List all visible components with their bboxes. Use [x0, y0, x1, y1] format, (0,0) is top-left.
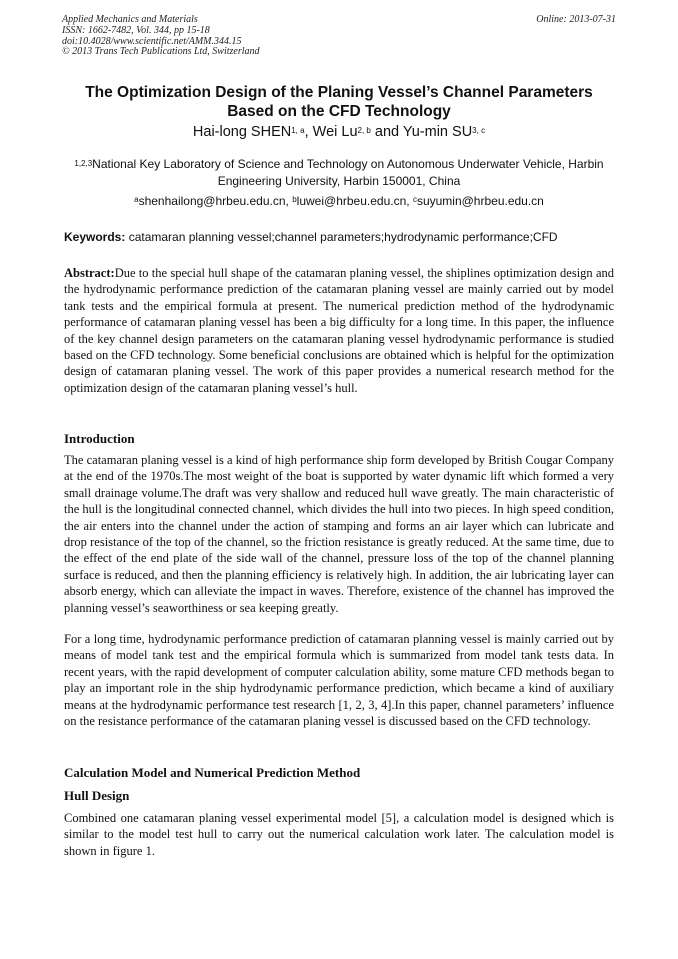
author-superscript: 1, a: [291, 126, 305, 135]
subsection-heading-hull-design: Hull Design: [64, 788, 130, 803]
abstract-label: Abstract:: [64, 266, 115, 280]
email-superscript: b: [292, 195, 297, 204]
journal-header: [62, 15, 616, 58]
journal-doi: doi:10.4028/www.scientific.net/AMM.344.15: [62, 35, 242, 47]
email-list: $^a$shenhailong@hrbeu.edu.cn, $^b$luwei@hrbeu.edu.cn, $^c$suyumin@hrbeu.edu.cn: [134, 194, 544, 208]
hull-design-paragraph: Combined one catamaran planing vessel experimental model [5], a calculation model is designed which is similar to the model test hull to carry out the numerical calculation work later. The calculation model is shown in figure 1.: [64, 811, 614, 858]
abstract-text: Due to the special hull shape of the catamaran planing vessel, the shiplines optimization design and the hydrodynamic performance prediction of the catamaran planing vessel are mainly carried out by model tank tests and the empirical formula at present. The numerical prediction method of the hydrodynamic performance of catamaran planing vessel has been a big difficulty for a long time. In this paper, the influence of the key channel design parameters on the catamaran planing vessel hydrodynamic performance is studied based on the CFD technology. Some beneficial conclusions are obtained which is helpful for the optimization design of catamaran planing vessel. The work of this paper provides a numerical research method for the optimization design of the catamaran planing vessel’s hull.: [64, 266, 614, 395]
section-heading-calculation-model: Calculation Model and Numerical Prediction Method: [64, 765, 361, 780]
affiliation-superscript: 1,2,3: [74, 159, 93, 168]
online-date: Online: 2013-07-31: [536, 14, 616, 25]
email-superscript: a: [134, 195, 139, 204]
affiliation: [64, 156, 614, 190]
introduction-paragraph-1: The catamaran planing vessel is a kind of high performance ship form developed by British Cougar Company at the end of the 1970s.The most weight of the boat is supported by water dynamic lift which formed a very small drainage volume.The draft was very shallow and reduced hull wave greatly. The main characteristic of the hull is the longitudinal connected channel, which divides the hull into two pieces. In high speed condition, the air enters into the channel under the action of stamping and forms an air layer which can lubricate and drop resistance of the top of the channel, so the friction resistance is greatly reduced. At the same time, due to the effect of the end plate of the side wall of the channel, pressure loss of the top of the channel planning surface is reduced, and then the planning efficiency is relatively high. In addition, the air lubricating layer can absorb energy, which can alleviate the impact in waves. Therefore, existence of the channel has improved the planning vessel’s seaworthiness or sea keeping greatly.: [64, 453, 614, 615]
author-name: Hai-long SHEN: [192, 124, 292, 140]
author-superscript: 3, c: [472, 126, 486, 135]
journal-issn: ISSN: 1662-7482, Vol. 344, pp 15-18: [62, 24, 210, 36]
author-and: and: [370, 124, 403, 140]
section-heading-introduction: Introduction: [64, 431, 135, 446]
email-address[interactable]: luwei@hrbeu.edu.cn: [296, 194, 407, 208]
keywords-text: catamaran planning vessel;channel parameters;hydrodynamic performance;CFD: [128, 230, 558, 244]
abstract: [64, 265, 614, 396]
introduction-paragraph-2: For a long time, hydrodynamic performance prediction of catamaran planning vessel is mainly carried out by means of model tank test and the empirical formula which is summarized from model tank tests data. In recent years, with the rapid development of computer calculation ability, some mature CFD methods began to play an important role in the ship hydrodynamic performance prediction, which became a kind of auxiliary means at the hydrodynamic performance test research [1, 2, 3, 4].In this paper, channel parameters’ influence on the resistance performance of the catamaran planing vessel is discussed based on the CFD technology.: [64, 632, 614, 729]
author-separator: ,: [304, 124, 313, 140]
author-name: Yu-min SU: [402, 124, 473, 140]
keywords: [64, 229, 614, 245]
email-address[interactable]: shenhailong@hrbeu.edu.cn: [138, 194, 286, 208]
author-list: [64, 123, 614, 141]
journal-copyright: © 2013 Trans Tech Publications Ltd, Switzerland: [62, 46, 260, 58]
paper-title: The Optimization Design of the Planing Vessel’s Channel Parameters Based on the CFD Technology: [85, 84, 593, 120]
affiliation-text: National Key Laboratory of Science and Technology on Autonomous Underwater Vehicle, Harbin Engineering University, Harbin 150001, China: [92, 157, 604, 188]
email-superscript: c: [412, 195, 417, 204]
keywords-label: Keywords:: [64, 230, 126, 244]
email-address[interactable]: suyumin@hrbeu.edu.cn: [416, 194, 544, 208]
journal-name: Applied Mechanics and Materials: [62, 14, 198, 25]
author-name: Wei Lu: [312, 124, 358, 140]
author-superscript: 2, b: [357, 126, 371, 135]
